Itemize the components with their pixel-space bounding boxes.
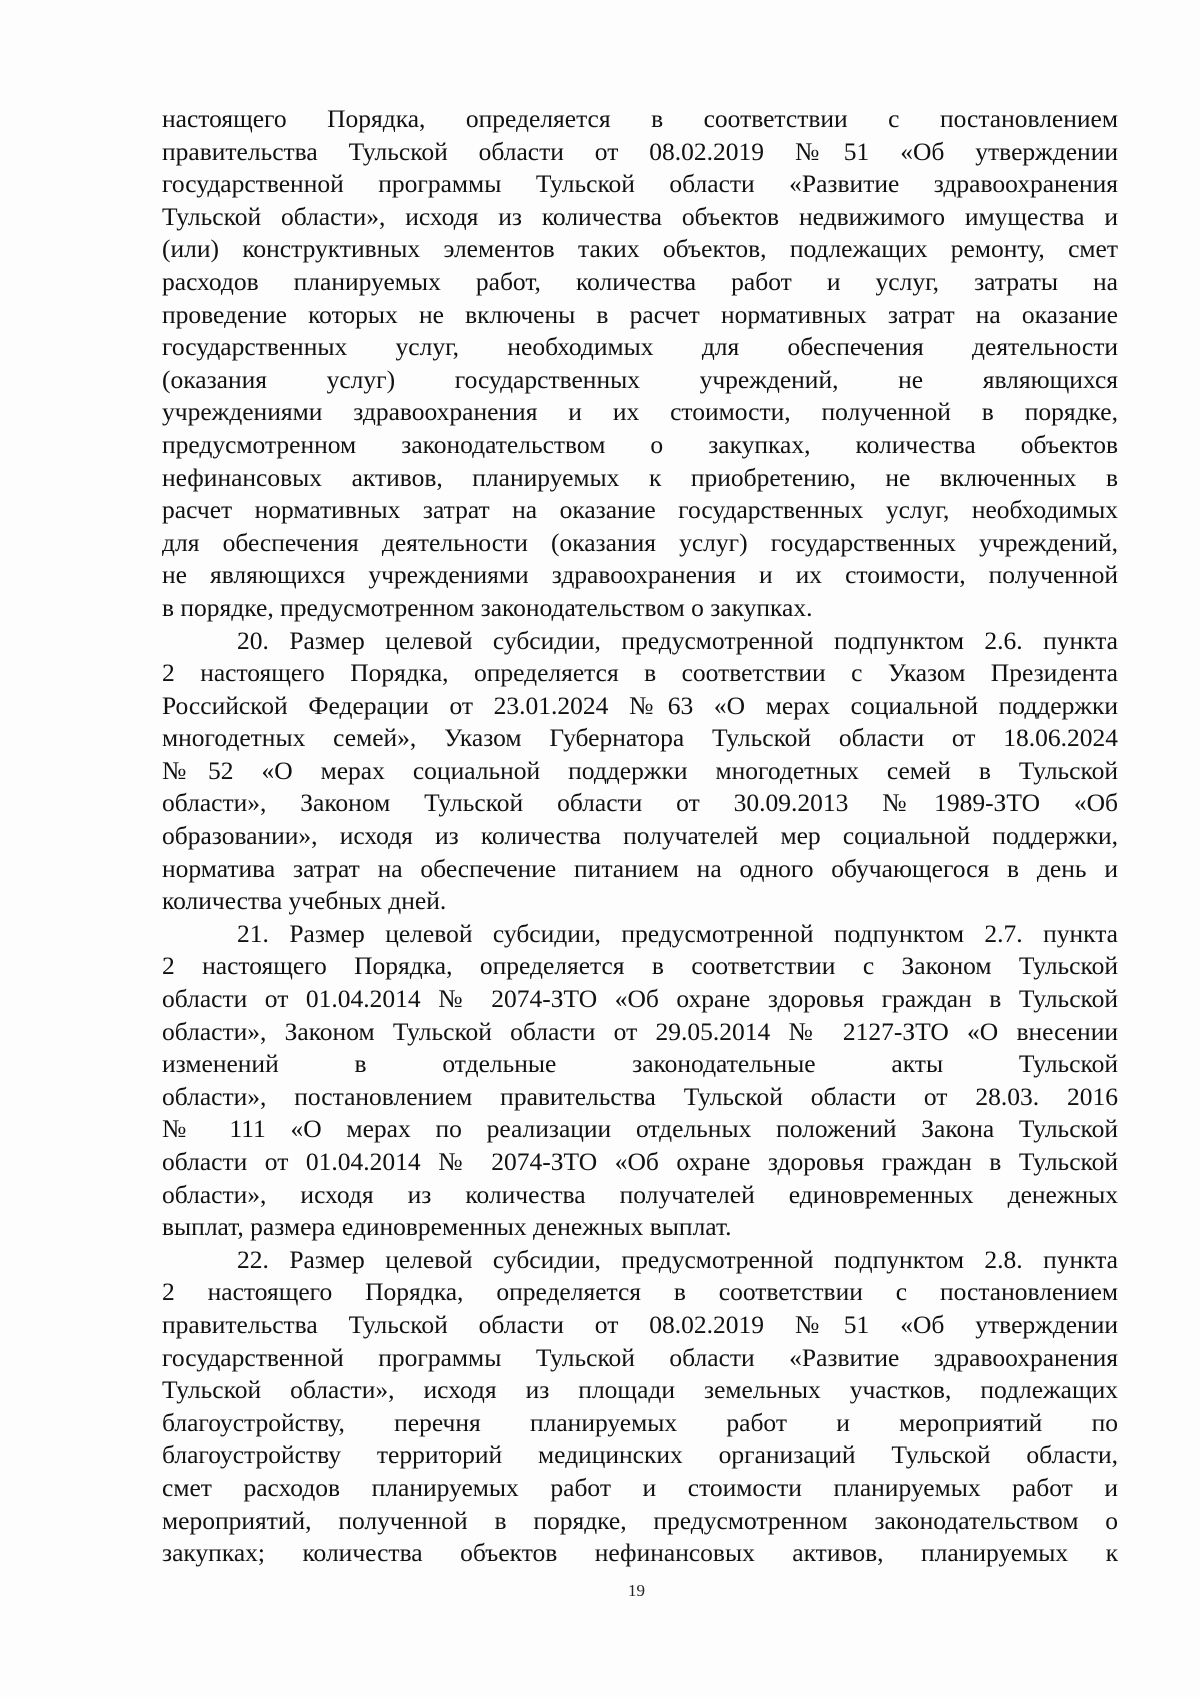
text-line: мероприятий, полученной в порядке, предусмотренном законодательством о [162,1505,1118,1535]
text-line: государственной программы Тульской области «Развитие здравоохранения [162,169,1118,199]
text-line: расчет нормативных затрат на оказание государственных услуг, необходимых [162,495,1118,525]
text-line: выплат, размера единовременных денежных выплат. [162,1212,732,1242]
text-line: (оказания услуг) государственных учреждений, не являющихся [162,364,1118,394]
text-line: смет расходов планируемых работ и стоимости планируемых работ и [162,1472,1118,1502]
text-line: не являющихся учреждениями здравоохранения и их стоимости, полученной [162,560,1118,590]
text-line: 21. Размер целевой субсидии, предусмотренной подпунктом 2.7. пункта [237,918,1118,948]
text-line: государственных услуг, необходимых для обеспечения деятельности [162,332,1118,362]
text-line: для обеспечения деятельности (оказания услуг) государственных учреждений, [162,527,1118,557]
text-line: настоящего Порядка, определяется в соответствии с постановлением [162,104,1118,133]
text-line: 2 настоящего Порядка, определяется в соответствии с постановлением [162,1277,1118,1307]
text-line: нефинансовых активов, планируемых к приобретению, не включенных в [162,462,1118,492]
text-line: благоустройству территорий медицинских организаций Тульской области, [162,1440,1118,1470]
text-line: (или) конструктивных элементов таких объектов, подлежащих ремонту, смет [162,234,1118,264]
text-line: проведение которых не включены в расчет нормативных затрат на оказание [162,299,1118,329]
text-line: правительства Тульской области от 08.02.2019 №51 «Об утверждении [162,136,1118,166]
text-line: области от 01.04.2014 № 2074-ЗТО «Об охране здоровья граждан в Тульской [162,984,1118,1014]
text-line: Тульской области», исходя из количества объектов недвижимого имущества и [162,201,1118,231]
text-line: благоустройству, перечня планируемых работ и мероприятий по [162,1407,1118,1437]
text-line: правительства Тульской области от 08.02.2019 №51 «Об утверждении [162,1309,1118,1339]
text-line: Российской Федерации от 23.01.2024 №63 «О мерах социальной поддержки [162,690,1118,720]
text-line: изменений в отдельные законодательные акты Тульской [162,1049,1118,1079]
text-line: количества учебных дней. [162,886,447,916]
text-line: Тульской области», исходя из площади земельных участков, подлежащих [162,1375,1118,1405]
text-line: 22. Размер целевой субсидии, предусмотренной подпунктом 2.8. пункта [237,1244,1118,1274]
text-line: области», Законом Тульской области от 29.05.2014 № 2127-ЗТО «О внесении [162,1016,1118,1046]
text-line: №52 «О мерах социальной поддержки многодетных семей в Тульской [162,755,1118,785]
text-line: № 111 «О мерах по реализации отдельных положений Закона Тульской [162,1114,1118,1144]
text-line: области», исходя из количества получателей единовременных денежных [162,1179,1118,1209]
text-line: образовании», исходя из количества получателей мер социальной поддержки, [162,821,1118,851]
text-line: области от 01.04.2014 № 2074-ЗТО «Об охране здоровья граждан в Тульской [162,1147,1118,1176]
text-line: закупках; количества объектов нефинансовых активов, планируемых к [162,1538,1118,1568]
text-line: учреждениями здравоохранения и их стоимости, полученной в порядке, [162,397,1118,427]
text-line: многодетных семей», Указом Губернатора Тульской области от 18.06.2024 [162,723,1118,753]
text-line: области», Законом Тульской области от 30.09.2013 №1989-ЗТО «Об [162,788,1118,818]
body-text [162,103,1118,1570]
text-line: 20. Размер целевой субсидии, предусмотренной подпунктом 2.6. пункта [237,625,1118,655]
text-line: 2 настоящего Порядка, определяется в соответствии с Указом Президента [162,658,1118,688]
text-line: в порядке, предусмотренном законодательством о закупках. [162,592,813,622]
text-line: предусмотренном законодательством о закупках, количества объектов [162,429,1118,459]
text-line: области», постановлением правительства Тульской области от 28.03. 2016 [162,1081,1118,1111]
text-line: норматива затрат на обеспечение питанием на одного обучающегося в день и [162,853,1118,883]
text-line: 2 настоящего Порядка, определяется в соответствии с Законом Тульской [162,951,1118,981]
text-line: государственной программы Тульской области «Развитие здравоохранения [162,1342,1118,1372]
page-number: 19 [628,1581,645,1600]
text-line: расходов планируемых работ, количества работ и услуг, затраты на [162,266,1118,296]
